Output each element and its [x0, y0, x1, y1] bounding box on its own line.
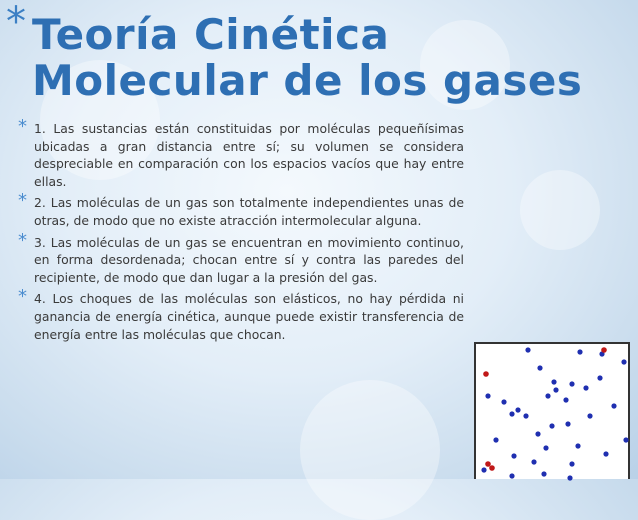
- star-bullet-icon: *: [18, 190, 27, 212]
- blue-molecule: [567, 475, 572, 480]
- blue-molecule: [551, 379, 556, 384]
- blue-molecule: [493, 437, 498, 442]
- list-item-text: 4. Los choques de las moléculas son elásticos, no hay pérdida ni ganancia de energía cinética, aunque puede existir transferencia de energía entre las moléculas que chocan.: [34, 291, 464, 342]
- blue-molecule: [543, 445, 548, 450]
- blue-molecule: [597, 375, 602, 380]
- blue-molecule: [509, 473, 514, 478]
- blue-molecule: [523, 413, 528, 418]
- red-molecule: [483, 371, 489, 377]
- background-bokeh: [300, 380, 440, 520]
- gas-molecules-illustration: [474, 342, 630, 479]
- blue-molecule: [575, 443, 580, 448]
- blue-molecule: [569, 461, 574, 466]
- blue-molecule: [525, 347, 530, 352]
- blue-molecule: [511, 453, 516, 458]
- blue-molecule: [485, 393, 490, 398]
- blue-molecule: [621, 359, 626, 364]
- blue-molecule: [565, 421, 570, 426]
- blue-molecule: [611, 403, 616, 408]
- bullet-list: [18, 116, 464, 347]
- blue-molecule: [577, 349, 582, 354]
- blue-molecule: [549, 423, 554, 428]
- blue-molecule: [563, 397, 568, 402]
- blue-molecule: [501, 399, 506, 404]
- blue-molecule: [537, 365, 542, 370]
- molecules-canvas: [476, 344, 632, 481]
- blue-molecule: [535, 431, 540, 436]
- red-molecule: [601, 347, 607, 353]
- list-item: [18, 190, 464, 229]
- red-molecule: [489, 465, 495, 471]
- blue-molecule: [623, 437, 628, 442]
- blue-molecule: [481, 467, 486, 472]
- red-molecule: [485, 461, 491, 467]
- list-item: [18, 229, 464, 287]
- list-item: [18, 286, 464, 343]
- slide-title: Teoría Cinética Molecular de los gases: [32, 10, 583, 105]
- list-item-text: 1. Las sustancias están constituidas por moléculas pequeñísimas ubicadas a gran distancia entre sí; su volumen se considera despreciable en comparación con los espacios vacíos que hay entre ellas.: [34, 121, 464, 189]
- title-star-icon: *: [6, 0, 26, 45]
- blue-molecule: [531, 459, 536, 464]
- blue-molecule: [541, 471, 546, 476]
- blue-molecule: [515, 407, 520, 412]
- star-bullet-icon: *: [18, 229, 27, 251]
- blue-molecule: [603, 451, 608, 456]
- blue-molecule: [587, 413, 592, 418]
- background-bokeh: [520, 170, 600, 250]
- blue-molecule: [583, 385, 588, 390]
- blue-molecule: [569, 381, 574, 386]
- list-item-text: 2. Las moléculas de un gas son totalmente independientes unas de otras, de modo que no existe atracción intermolecular alguna.: [34, 195, 464, 228]
- list-item: [18, 116, 464, 190]
- star-bullet-icon: *: [18, 116, 27, 137]
- star-bullet-icon: *: [18, 286, 27, 308]
- list-item-text: 3. Las moléculas de un gas se encuentran en movimiento continuo, en forma desordenada; chocan entre sí y contra las paredes del recipiente, de modo que dan lugar a la presión del gas.: [34, 234, 464, 285]
- blue-molecule: [509, 411, 514, 416]
- blue-molecule: [553, 387, 558, 392]
- blue-molecule: [545, 393, 550, 398]
